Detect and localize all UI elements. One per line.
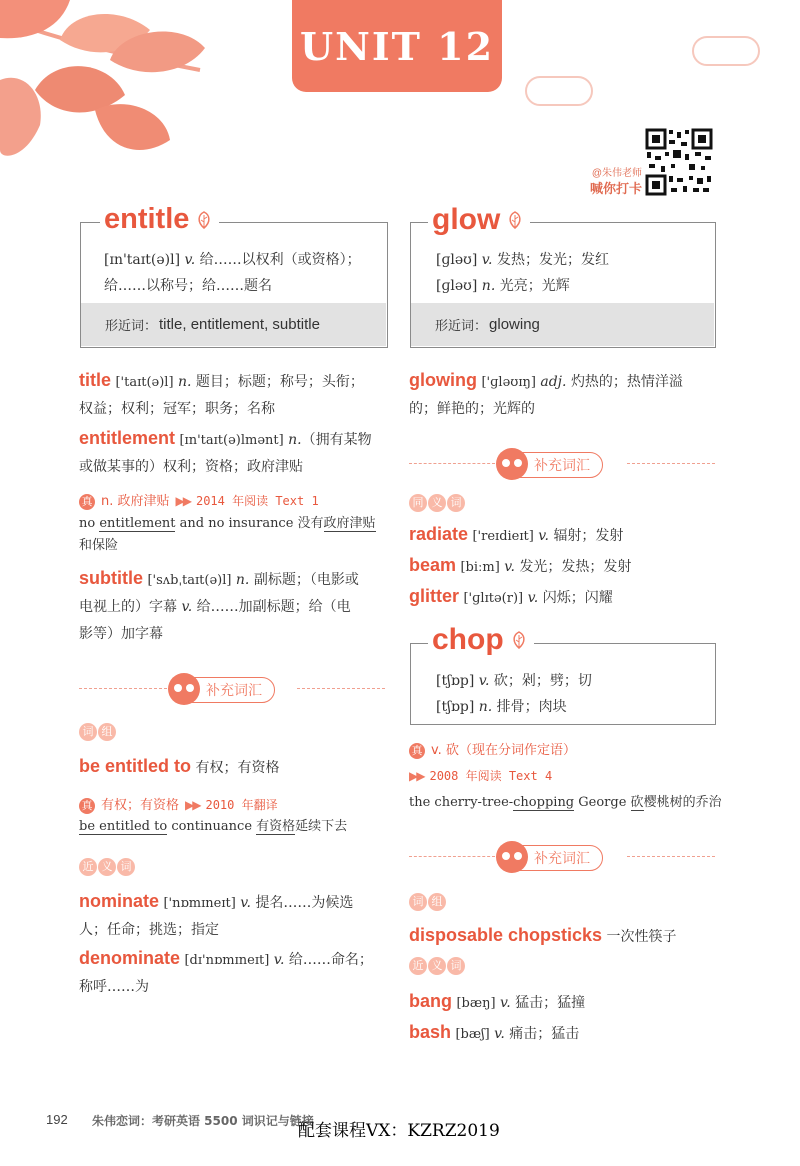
owl-icon: [168, 673, 200, 705]
real-exam-badge: 真: [79, 798, 95, 814]
similar-label: 形近词：: [435, 319, 488, 334]
supplement-banner: [409, 845, 715, 867]
owl-icon: [496, 841, 528, 873]
qr-code-icon[interactable]: [645, 128, 713, 196]
headword-glow: glow: [432, 203, 501, 236]
exam-citation: 真 有权；有资格 ▶▶ 2010 年翻译: [79, 794, 278, 814]
supplement-banner: [409, 452, 715, 474]
entry-denominate: denominate [dɪ'nɒmɪneɪt] v. 给……命名； 称呼……为: [79, 948, 373, 995]
similar-words: title, entitlement, subtitle: [159, 316, 320, 333]
exam-citation: 真 v. 砍（现在分词作定语）: [409, 739, 576, 759]
tag-phrase: 词 组: [79, 723, 117, 741]
similar-words: glowing: [489, 316, 540, 333]
example-sentence: be entitled to continuance 有资格延续下去: [79, 819, 348, 834]
definition-line: [ɪn'taɪt(ə)l] v. 给……以权利（或资格）；: [104, 252, 361, 268]
qr-caption-small: @朱伟老师: [591, 168, 642, 179]
owl-icon: [496, 448, 528, 480]
entry-bang: bang [bæŋ] v. 猛击；猛撞: [409, 991, 586, 1011]
exam-citation: 真 n. 政府津贴 ▶▶ 2014 年阅读 Text 1: [79, 490, 319, 510]
entry-be-entitled-to: be entitled to 有权；有资格: [79, 756, 280, 776]
definition-line: [tʃɒp] n. 排骨；肉块: [436, 699, 567, 715]
definition-line: [tʃɒp] v. 砍；剁；劈；切: [436, 673, 592, 689]
leaf-icon: [510, 631, 528, 649]
leaf-branch-illustration: [0, 0, 230, 170]
headword-entitle: entitle: [104, 203, 190, 235]
leaf-icon: [506, 211, 524, 229]
entry-title: title ['taɪt(ə)l] n. 题目；标题；称号；头衔； 权益；权利；冠军；职务；名称: [79, 370, 364, 417]
entry-glowing: glowing ['ɡləʊɪŋ] adj. 灼热的；热情洋溢 的；鲜艳的；光辉的: [409, 370, 683, 417]
entry-bash: bash [bæʃ] v. 痛击；猛击: [409, 1022, 580, 1042]
unit-title: UNIT 12: [299, 23, 495, 69]
definition-line: [ɡləʊ] n. 光亮；光辉: [436, 278, 570, 294]
real-exam-badge: 真: [79, 494, 95, 510]
tag-synonyms: 近 义 词: [409, 957, 466, 975]
real-exam-badge: 真: [409, 743, 425, 759]
entry-subtitle: subtitle ['sʌbˌtaɪt(ə)l] n. 副标题；（电影或 电视上的）字幕 v. 给……加副标题；给（电 影等）加字幕: [79, 568, 359, 642]
headword-title: [428, 625, 534, 655]
book-title: 朱伟恋词：考研英语 5500 词识记与链接: [92, 1114, 314, 1128]
headword-title: [100, 205, 219, 234]
entry-glitter: glitter ['ɡlɪtə(r)] v. 闪烁；闪耀: [409, 586, 613, 606]
watermark-text: 配套课程VX：KZRZ2019: [298, 1121, 500, 1141]
definition-line: 给……以称号；给……题名: [104, 278, 272, 294]
entry-disposable-chopsticks: disposable chopsticks 一次性筷子: [409, 925, 677, 945]
entry-beam: beam [biːm] v. 发光；发热；发射: [409, 555, 632, 575]
exam-source: ▶▶ 2008 年阅读 Text 4: [409, 769, 553, 783]
similar-label: 形近词：: [105, 319, 158, 334]
unit-title-tab: [292, 0, 502, 92]
cloud-decoration: [525, 76, 593, 106]
leaf-icon: [195, 211, 213, 229]
supplement-banner: [79, 677, 385, 699]
tag-synonyms: 同 义 词: [409, 494, 466, 512]
example-sentence: the cherry-tree-chopping George 砍樱桃树的乔治: [409, 795, 722, 810]
supplement-label: 补充词汇: [534, 851, 590, 867]
entry-radiate: radiate ['reɪdieɪt] v. 辐射；发射: [409, 524, 624, 544]
tag-phrase: 词 组: [409, 893, 447, 911]
similar-words-band: [81, 303, 386, 346]
tag-synonyms: 近 义 词: [79, 858, 136, 876]
similar-words-band: [411, 303, 714, 346]
page-number: 192: [46, 1112, 68, 1127]
cloud-decoration: [692, 36, 760, 66]
supplement-label: 补充词汇: [534, 458, 590, 474]
headword-chop: chop: [432, 623, 504, 656]
definition-line: [ɡləʊ] v. 发热；发光；发红: [436, 252, 609, 268]
entry-entitlement: entitlement [ɪn'taɪt(ə)lmənt] n.（拥有某物 或做某事的）权利；资格；政府津贴: [79, 428, 372, 475]
example-sentence: no entitlement and no insurance 没有政府津贴 和保险: [79, 516, 376, 553]
supplement-label: 补充词汇: [206, 683, 262, 699]
headword-title: [428, 205, 530, 235]
qr-caption-big: 喊你打卡: [589, 181, 642, 196]
entry-nominate: nominate ['nɒmɪneɪt] v. 提名……为候选 人；任命；挑选；指定: [79, 891, 354, 938]
